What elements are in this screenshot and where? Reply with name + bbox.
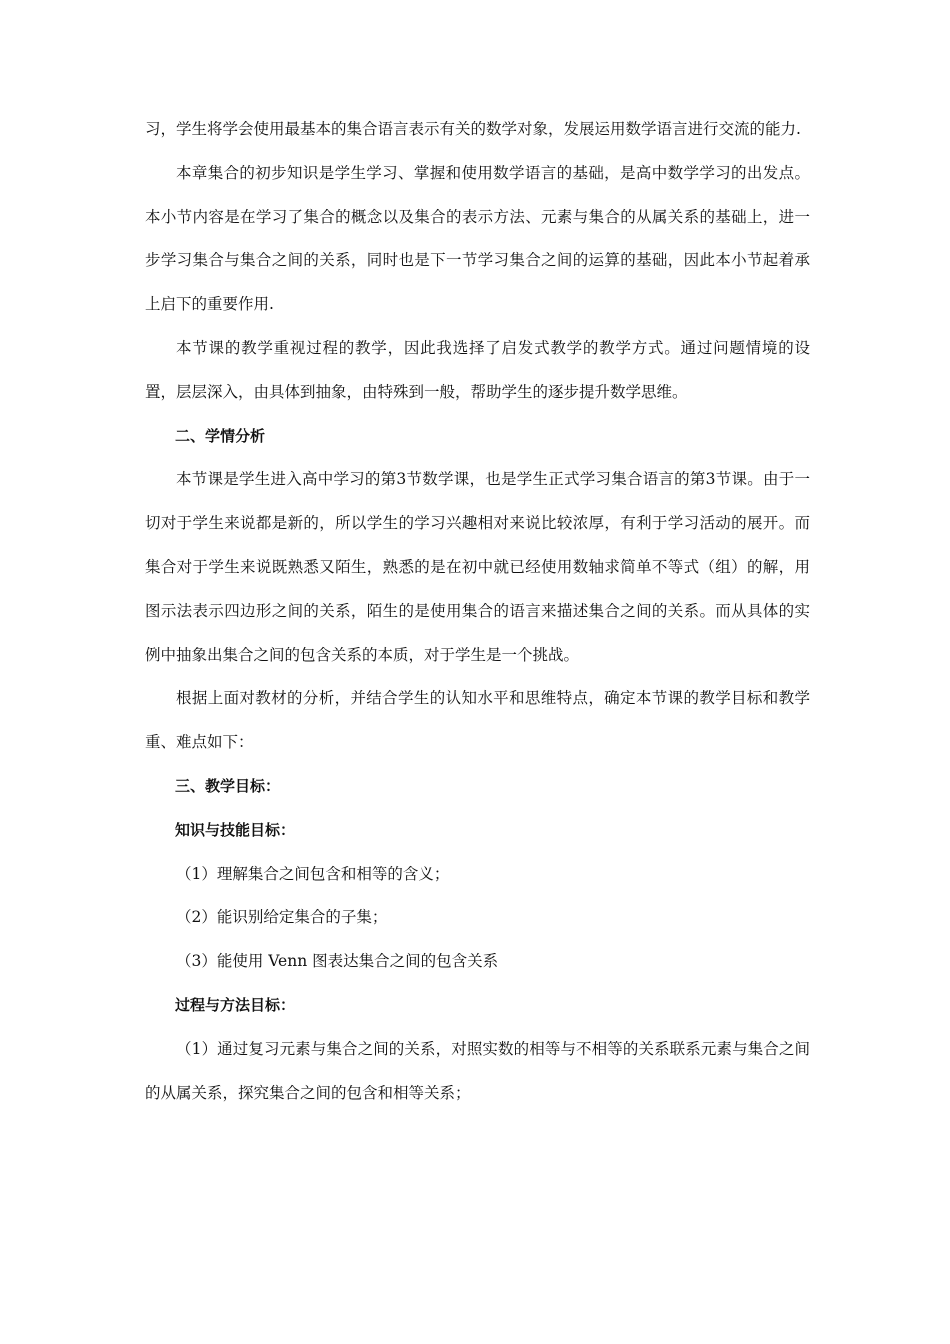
heading-knowledge-skills: 知识与技能目标： xyxy=(175,820,296,839)
paragraph-chapter-foundation: 本章集合的初步知识是学生学习、掌握和使用数学语言的基础，是高中数学学习的出发点。本小节内容是在学习了集合的概念以及集合的表示方法、元素与集合的从属关系的基础上，进一步学习集合与集合之间的关系，同时也是下一节学习集合之间的运算的基础，因此本小节起着承上启下的重要作用. xyxy=(145,163,810,314)
heading-student-analysis: 二、学情分析 xyxy=(175,426,266,445)
paragraph-intro-continued: 习，学生将学会使用最基本的集合语言表示有关的数学对象，发展运用数学语言进行交流的能力. xyxy=(145,120,801,138)
paragraph-student-analysis: 本节课是学生进入高中学习的第3节数学课，也是学生正式学习集合语言的第3节课。由于一切对于学生来说都是新的，所以学生的学习兴趣相对来说比较浓厚，有利于学习活动的展开。而集合对于学生来说既熟悉又陌生，熟悉的是在初中就已经使用数轴求简单不等式（组）的解，用图示法表示四边形之间的关系，陌生的是使用集合的语言来描述集合之间的关系。而从具体的实例中抽象出集合之间的包含关系的本质，对于学生是一个挑战。 xyxy=(145,470,810,664)
list-item-process-1: （1）通过复习元素与集合之间的关系，对照实数的相等与不相等的关系联系元素与集合之间的从属关系，探究集合之间的包含和相等关系； xyxy=(145,1039,810,1102)
heading-teaching-objectives: 三、教学目标： xyxy=(175,776,281,795)
heading-process-method: 过程与方法目标： xyxy=(175,995,296,1014)
paragraph-teaching-method: 本节课的教学重视过程的教学，因此我选择了启发式教学的教学方式。通过问题情境的设置，层层深入，由具体到抽象，由特殊到一般，帮助学生的逐步提升数学思维。 xyxy=(145,338,810,401)
list-item-knowledge-2: （2）能识别给定集合的子集； xyxy=(176,908,388,927)
paragraph-objectives-intro: 根据上面对教材的分析，并结合学生的认知水平和思维特点，确定本节课的教学目标和教学重、难点如下： xyxy=(145,689,810,752)
list-item-knowledge-3: （3）能使用 Venn 图表达集合之间的包含关系 xyxy=(176,952,499,971)
list-item-knowledge-1: （1）理解集合之间包含和相等的含义； xyxy=(176,864,450,883)
document-body xyxy=(145,108,810,1115)
